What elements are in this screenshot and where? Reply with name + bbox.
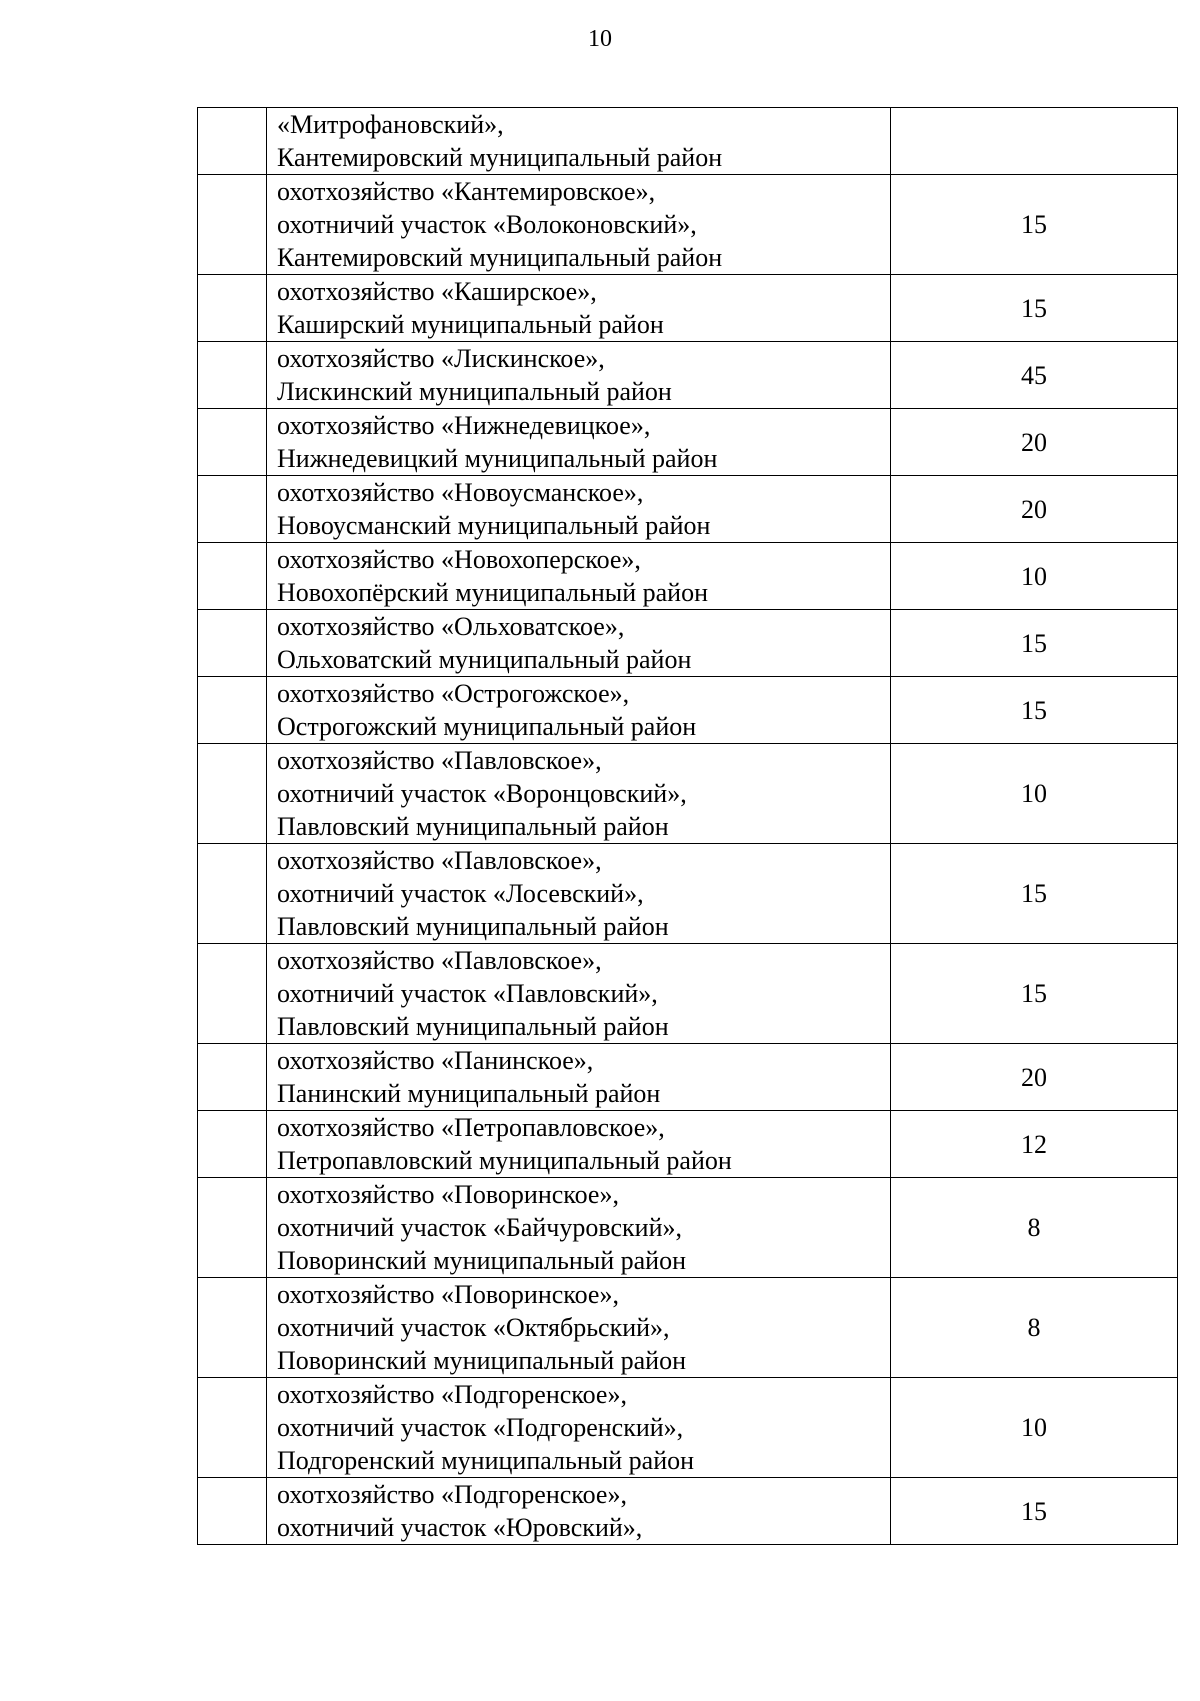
quota-value-cell: 10 (891, 543, 1178, 610)
quota-value-cell: 15 (891, 844, 1178, 944)
hunting-ground-name-line: охотхозяйство «Ольховатское», (277, 612, 625, 641)
table-body (198, 108, 1178, 1545)
hunting-ground-name-cell (267, 744, 891, 844)
hunting-ground-name-line: охотхозяйство «Павловское», (277, 846, 602, 875)
row-number-cell (198, 175, 267, 275)
row-number-cell (198, 1178, 267, 1278)
hunting-ground-name-line: охотхозяйство «Каширское», (277, 277, 597, 306)
row-number-cell (198, 342, 267, 409)
hunting-ground-name-line: охотничий участок «Павловский», (277, 979, 658, 1008)
hunting-ground-name-line: охотхозяйство «Новохоперское», (277, 545, 641, 574)
table-row (198, 610, 1178, 677)
row-number-cell (198, 1111, 267, 1178)
quota-value-cell: 15 (891, 677, 1178, 744)
quota-value-cell: 15 (891, 944, 1178, 1044)
hunting-ground-name-line: охотничий участок «Лосевский», (277, 879, 644, 908)
hunting-ground-name-cell (267, 275, 891, 342)
table-row (198, 677, 1178, 744)
row-number-cell (198, 275, 267, 342)
hunting-ground-name-line: «Митрофановский», (277, 110, 504, 139)
hunting-ground-name-line: охотхозяйство «Павловское», (277, 746, 602, 775)
hunting-ground-name-line: Нижнедевицкий муниципальный район (277, 444, 718, 473)
quota-value-cell (891, 108, 1178, 175)
hunting-ground-name-line: Павловский муниципальный район (277, 812, 669, 841)
hunting-ground-name-line: Каширский муниципальный район (277, 310, 664, 339)
hunting-ground-name-line: охотничий участок «Байчуровский», (277, 1213, 683, 1242)
hunting-ground-name-line: Новохопёрский муниципальный район (277, 578, 708, 607)
hunting-ground-name-line: охотничий участок «Юровский», (277, 1513, 643, 1542)
hunting-ground-name-cell (267, 175, 891, 275)
table-row (198, 342, 1178, 409)
hunting-ground-name-line: Новоусманский муниципальный район (277, 511, 711, 540)
hunting-ground-name-cell (267, 1278, 891, 1378)
quota-value-cell: 45 (891, 342, 1178, 409)
hunting-ground-name-line: охотхозяйство «Лискинское», (277, 344, 605, 373)
hunting-ground-name-cell (267, 610, 891, 677)
table-row (198, 543, 1178, 610)
table-row (198, 1044, 1178, 1111)
hunting-ground-name-cell (267, 677, 891, 744)
hunting-ground-name-cell (267, 476, 891, 543)
hunting-ground-name-line: охотхозяйство «Поворинское», (277, 1180, 619, 1209)
hunting-ground-name-line: охотхозяйство «Кантемировское», (277, 177, 656, 206)
row-number-cell (198, 1278, 267, 1378)
hunting-ground-name-line: охотхозяйство «Поворинское», (277, 1280, 619, 1309)
hunting-ground-name-line: охотхозяйство «Подгоренское», (277, 1380, 627, 1409)
row-number-cell (198, 677, 267, 744)
quota-value-cell: 10 (891, 1378, 1178, 1478)
hunting-ground-name-line: охотхозяйство «Острогожское», (277, 679, 630, 708)
quota-value-cell: 15 (891, 275, 1178, 342)
table-row (198, 1378, 1178, 1478)
hunting-ground-name-cell (267, 1378, 891, 1478)
table-row (198, 1111, 1178, 1178)
quota-value-cell: 8 (891, 1178, 1178, 1278)
table-row (198, 1178, 1178, 1278)
hunting-ground-name-cell (267, 108, 891, 175)
hunting-ground-name-line: Панинский муниципальный район (277, 1079, 661, 1108)
hunting-ground-name-line: Поворинский муниципальный район (277, 1346, 686, 1375)
hunting-ground-name-line: Лискинский муниципальный район (277, 377, 672, 406)
quota-value-cell: 20 (891, 409, 1178, 476)
table-row (198, 944, 1178, 1044)
hunting-ground-name-line: охотничий участок «Октябрьский», (277, 1313, 670, 1342)
hunting-ground-name-cell (267, 1178, 891, 1278)
hunting-ground-name-line: Кантемировский муниципальный район (277, 243, 723, 272)
quota-value-cell: 15 (891, 1478, 1178, 1545)
hunting-ground-name-cell (267, 1478, 891, 1545)
hunting-ground-name-cell (267, 409, 891, 476)
table-row (198, 409, 1178, 476)
hunting-grounds-table (197, 107, 1178, 1545)
table-row (198, 1278, 1178, 1378)
table-row (198, 476, 1178, 543)
hunting-ground-name-cell (267, 342, 891, 409)
table-row (198, 744, 1178, 844)
row-number-cell (198, 844, 267, 944)
table-row (198, 108, 1178, 175)
hunting-ground-name-line: охотничий участок «Воронцовский», (277, 779, 687, 808)
quota-value-cell: 8 (891, 1278, 1178, 1378)
hunting-ground-name-line: Павловский муниципальный район (277, 912, 669, 941)
hunting-ground-name-cell (267, 944, 891, 1044)
row-number-cell (198, 1378, 267, 1478)
row-number-cell (198, 1478, 267, 1545)
row-number-cell (198, 610, 267, 677)
hunting-ground-name-line: охотхозяйство «Панинское», (277, 1046, 594, 1075)
row-number-cell (198, 108, 267, 175)
hunting-ground-name-line: охотхозяйство «Новоусманское», (277, 478, 644, 507)
hunting-ground-name-line: Павловский муниципальный район (277, 1012, 669, 1041)
hunting-ground-name-cell (267, 543, 891, 610)
quota-value-cell: 20 (891, 476, 1178, 543)
hunting-ground-name-cell (267, 1111, 891, 1178)
row-number-cell (198, 543, 267, 610)
hunting-ground-name-cell (267, 1044, 891, 1111)
quota-value-cell: 12 (891, 1111, 1178, 1178)
hunting-ground-name-line: охотхозяйство «Павловское», (277, 946, 602, 975)
quota-value-cell: 15 (891, 610, 1178, 677)
hunting-ground-name-line: охотхозяйство «Подгоренское», (277, 1480, 627, 1509)
hunting-ground-name-line: Петропавловский муниципальный район (277, 1146, 732, 1175)
row-number-cell (198, 744, 267, 844)
table-row (198, 275, 1178, 342)
hunting-ground-name-cell (267, 844, 891, 944)
quota-value-cell: 15 (891, 175, 1178, 275)
hunting-ground-name-line: охотхозяйство «Нижнедевицкое», (277, 411, 651, 440)
row-number-cell (198, 409, 267, 476)
hunting-ground-name-line: Подгоренский муниципальный район (277, 1446, 695, 1475)
quota-value-cell: 10 (891, 744, 1178, 844)
hunting-ground-name-line: Кантемировский муниципальный район (277, 143, 723, 172)
quota-value-cell: 20 (891, 1044, 1178, 1111)
page-number: 10 (588, 26, 612, 52)
hunting-ground-name-line: Ольховатский муниципальный район (277, 645, 692, 674)
hunting-ground-name-line: Острогожский муниципальный район (277, 712, 697, 741)
hunting-ground-name-line: Поворинский муниципальный район (277, 1246, 686, 1275)
hunting-ground-name-line: охотхозяйство «Петропавловское», (277, 1113, 665, 1142)
table-row (198, 844, 1178, 944)
table-row (198, 175, 1178, 275)
hunting-ground-name-line: охотничий участок «Волоконовский», (277, 210, 697, 239)
row-number-cell (198, 1044, 267, 1111)
hunting-ground-name-line: охотничий участок «Подгоренский», (277, 1413, 684, 1442)
table-row (198, 1478, 1178, 1545)
row-number-cell (198, 476, 267, 543)
row-number-cell (198, 944, 267, 1044)
